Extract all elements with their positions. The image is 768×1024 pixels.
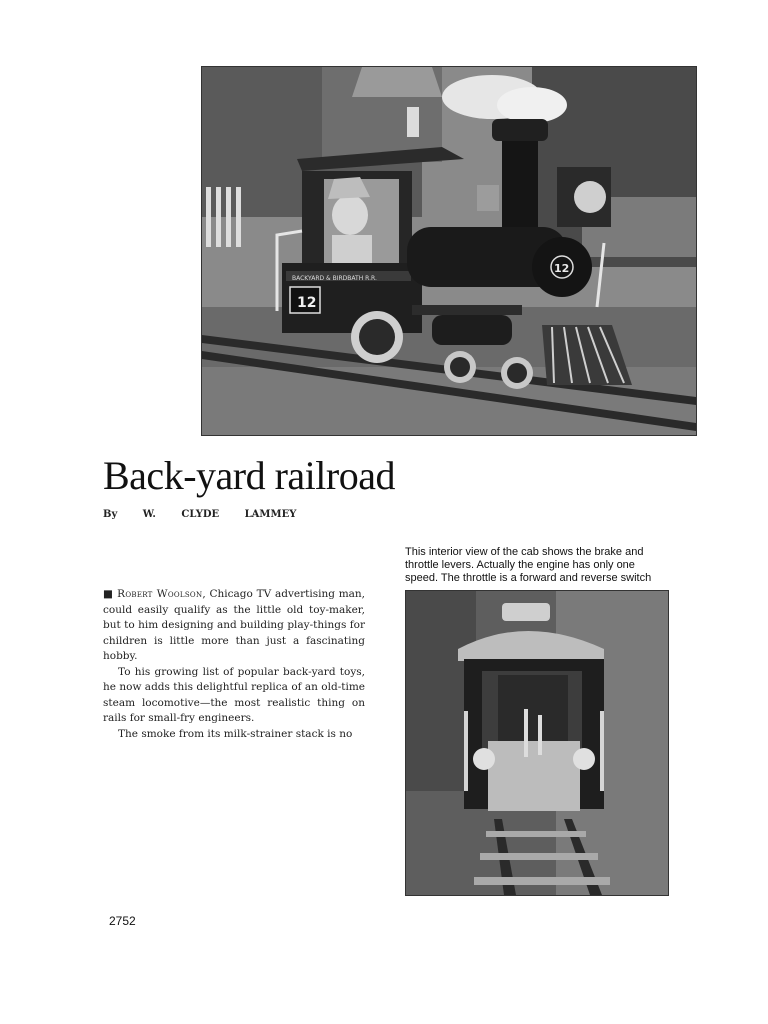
body-paragraph-1-text: , Chicago TV advertising man, could easily qualify as the little old toy-maker, but to him designing and building play-things for children is little more than just a fascinating hobby. — [103, 588, 366, 662]
number-plate: 12 — [297, 295, 317, 311]
page-number: 2752 — [109, 914, 136, 928]
lead-marker: ■ — [103, 588, 114, 600]
article-title: Back-yard railroad — [103, 453, 395, 498]
cab-photo-caption: This interior view of the cab shows the brake and throttle levers. Actually the engine has only one speed. The throttle is a forward and reverse switch — [405, 546, 652, 584]
body-paragraph-3: The smoke from its milk-strainer stack is no — [118, 727, 353, 740]
article-byline: By W. CLYDE LAMMEY — [103, 509, 297, 520]
body-paragraph-2: To his growing list of popular back-yard toys, he now adds this delightful replica of an old-time steam locomotive—the most realistic thing on rails for small-fry engineers. — [103, 665, 365, 724]
article-body — [103, 587, 365, 742]
smokebox-number: 12 — [554, 262, 570, 275]
cab-interior-photo — [405, 590, 669, 896]
cab-board-text: BACKYARD & BIRDBATH R.R. — [292, 275, 377, 282]
cab-interior-illustration — [406, 591, 668, 895]
lead-name: Robert Woolson — [117, 588, 203, 600]
body-paragraph-1 — [103, 587, 365, 665]
locomotive-illustration — [202, 67, 696, 435]
locomotive-photo — [201, 66, 697, 436]
